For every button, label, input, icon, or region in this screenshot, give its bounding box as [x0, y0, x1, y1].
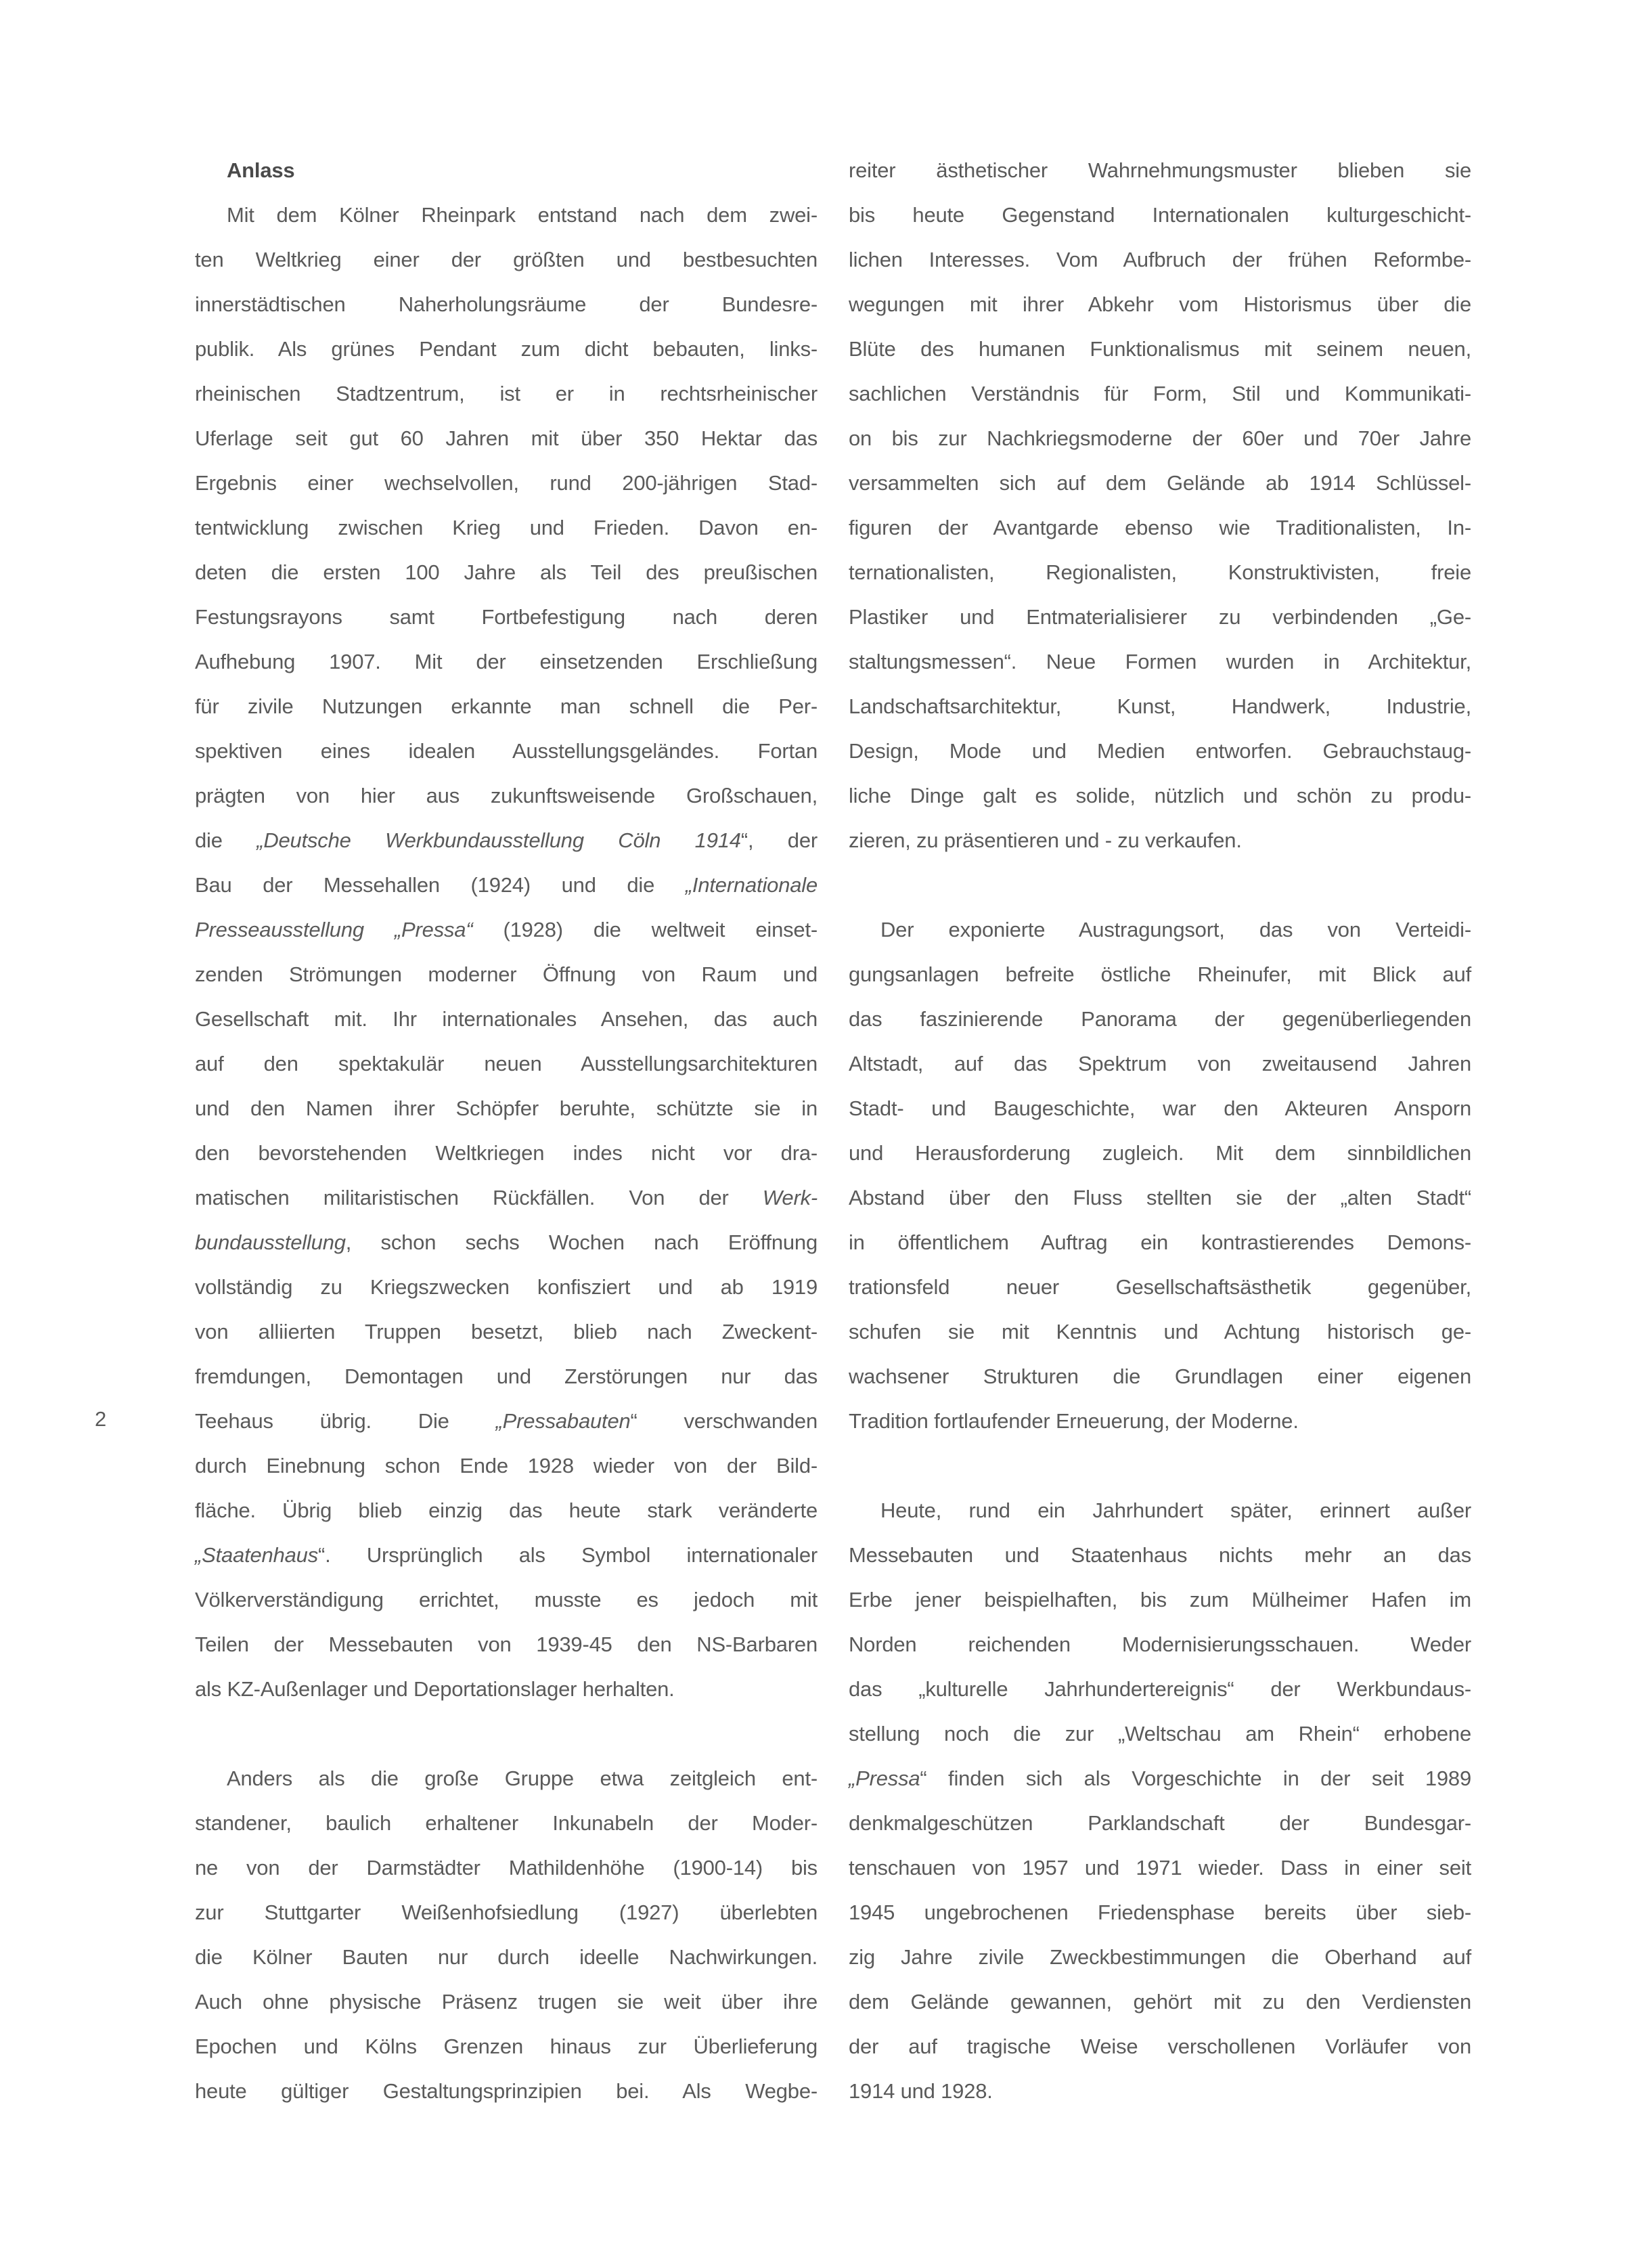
text-line	[849, 2069, 1471, 2114]
text-line	[195, 1756, 818, 1801]
text-line	[849, 1042, 1471, 1086]
text-line	[195, 1935, 818, 1980]
text-segment: “ finden sich als Vorgeschichte in der seit 1989	[920, 1766, 1471, 1790]
text-line	[195, 1354, 818, 1399]
text-column-left	[195, 148, 818, 2114]
text-line	[849, 1399, 1471, 1444]
text-segment: schufen sie mit Kenntnis und Achtung historisch ge-	[849, 1320, 1471, 1343]
text-line	[195, 863, 818, 908]
text-line	[195, 1533, 818, 1578]
text-segment: denkmalgeschützen Parklandschaft der Bundesgar-	[849, 1811, 1471, 1835]
text-line	[195, 640, 818, 684]
text-segment: Design, Mode und Medien entworfen. Gebrauchstaug-	[849, 739, 1471, 763]
text-segment: figuren der Avantgarde ebenso wie Traditionalisten, In-	[849, 516, 1471, 539]
text-segment: Stadt- und Baugeschichte, war den Akteuren Ansporn	[849, 1096, 1471, 1120]
text-line	[849, 238, 1471, 282]
text-segment: Altstadt, auf das Spektrum von zweitausend Jahren	[849, 1052, 1471, 1075]
text-segment: zieren, zu präsentieren und - zu verkaufen.	[849, 828, 1242, 852]
text-line	[849, 1220, 1471, 1265]
text-segment: Anders als die große Gruppe etwa zeitgleich ent-	[227, 1766, 818, 1790]
text-line	[195, 372, 818, 416]
text-segment: den bevorstehenden Weltkriegen indes nicht vor dra-	[195, 1141, 818, 1165]
text-segment: vollständig zu Kriegszwecken konfisziert und ab 1919	[195, 1275, 818, 1299]
text-line	[849, 1578, 1471, 1622]
text-segment: fremdungen, Demontagen und Zerstörungen nur das	[195, 1364, 818, 1388]
text-line	[849, 1176, 1471, 1220]
text-segment: matischen militaristischen Rückfällen. Von der	[195, 1186, 763, 1209]
text-line	[195, 1980, 818, 2024]
text-segment: innerstädtischen Naherholungsräume der Bundesre-	[195, 292, 818, 316]
text-line	[849, 1846, 1471, 1890]
text-segment: Teehaus übrig. Die	[195, 1409, 496, 1433]
text-segment: dem Gelände gewannen, gehört mit zu den Verdiensten	[849, 1990, 1471, 2014]
italic-title: „Pressa	[849, 1766, 920, 1790]
italic-title: „Deutsche Werkbundausstellung Cöln 1914	[256, 828, 741, 852]
text-segment: wachsener Strukturen die Grundlagen einer eigenen	[849, 1364, 1471, 1388]
text-segment: das „kulturelle Jahrhundertereignis“ der Werkbundaus-	[849, 1677, 1471, 1701]
text-line	[849, 1756, 1471, 1801]
text-line	[849, 595, 1471, 640]
text-segment: Teilen der Messebauten von 1939-45 den NS-Barbaren	[195, 1632, 818, 1656]
text-line	[195, 550, 818, 595]
text-line	[195, 327, 818, 372]
text-line	[849, 640, 1471, 684]
text-line	[195, 238, 818, 282]
text-segment: Völkerverständigung errichtet, musste es jedoch mit	[195, 1588, 818, 1611]
text-line	[195, 506, 818, 550]
text-line	[849, 1488, 1471, 1533]
text-segment: publik. Als grünes Pendant zum dicht bebauten, links-	[195, 337, 818, 361]
text-line	[849, 1667, 1471, 1712]
text-line	[849, 1935, 1471, 1980]
text-segment: in öffentlichem Auftrag ein kontrastierendes Demons-	[849, 1230, 1471, 1254]
text-segment: Abstand über den Fluss stellten sie der „alten Stadt“	[849, 1186, 1471, 1209]
text-line	[195, 774, 818, 818]
text-line	[195, 595, 818, 640]
text-segment: zur Stuttgarter Weißenhofsiedlung (1927) überlebten	[195, 1900, 818, 1924]
text-line	[195, 1131, 818, 1176]
text-segment: von alliierten Truppen besetzt, blieb nach Zweckent-	[195, 1320, 818, 1343]
text-line	[849, 372, 1471, 416]
heading-text	[195, 148, 818, 193]
text-segment: standener, baulich erhaltener Inkunabeln der Moder-	[195, 1811, 818, 1835]
text-segment: versammelten sich auf dem Gelände ab 1914 Schlüssel-	[849, 471, 1471, 495]
text-segment: rheinischen Stadtzentrum, ist er in rechtsrheinischer	[195, 382, 818, 405]
text-line	[849, 1354, 1471, 1399]
page-number: 2	[95, 1407, 107, 1431]
section-heading	[195, 148, 818, 193]
text-segment: on bis zur Nachkriegsmoderne der 60er und 70er Jahre	[849, 426, 1471, 450]
text-line	[849, 1131, 1471, 1176]
text-line	[195, 1444, 818, 1488]
text-line	[849, 1086, 1471, 1131]
text-line	[849, 1712, 1471, 1756]
text-segment: sachlichen Verständnis für Form, Stil und Kommunikati-	[849, 382, 1471, 405]
text-line	[195, 818, 818, 863]
text-line	[849, 1890, 1471, 1935]
italic-title: „Internationale	[685, 873, 818, 897]
text-segment: durch Einebnung schon Ende 1928 wieder von der Bild-	[195, 1454, 818, 1477]
text-segment: für zivile Nutzungen erkannte man schnell die Per-	[195, 694, 818, 718]
text-segment: tenschauen von 1957 und 1971 wieder. Dass in einer seit	[849, 1856, 1471, 1880]
text-line	[849, 684, 1471, 729]
text-segment: trationsfeld neuer Gesellschaftsästhetik gegenüber,	[849, 1275, 1471, 1299]
text-segment: deten die ersten 100 Jahre als Teil des preußischen	[195, 560, 818, 584]
paragraph	[849, 908, 1471, 1444]
italic-title: „Pressabauten	[495, 1409, 631, 1433]
text-line	[849, 818, 1471, 863]
text-segment: ternationalisten, Regionalisten, Konstruktivisten, freie	[849, 560, 1471, 584]
text-segment: Anlass	[227, 158, 295, 182]
text-line	[849, 461, 1471, 506]
text-segment: 1914 und 1928.	[849, 2079, 993, 2103]
text-segment: Epochen und Kölns Grenzen hinaus zur Überlieferung	[195, 2034, 818, 2058]
italic-title: „Staatenhaus	[195, 1543, 319, 1567]
text-segment: , schon sechs Wochen nach Eröffnung	[345, 1230, 818, 1254]
text-line	[195, 1399, 818, 1444]
text-line	[195, 1220, 818, 1265]
text-segment: und den Namen ihrer Schöpfer beruhte, schützte sie in	[195, 1096, 818, 1120]
text-segment: Bau der Messehallen (1924) und die	[195, 873, 686, 897]
text-segment: staltungsmessen“. Neue Formen wurden in Architektur,	[849, 650, 1471, 673]
text-segment: Ergebnis einer wechselvollen, rund 200-jährigen Stad-	[195, 471, 818, 495]
text-line	[195, 1622, 818, 1667]
text-segment: auf den spektakulär neuen Ausstellungsarchitekturen	[195, 1052, 818, 1075]
text-line	[195, 1310, 818, 1354]
text-line	[195, 729, 818, 774]
paragraph	[849, 1488, 1471, 2114]
italic-title: Presseausstellung „Pressa“	[195, 918, 473, 941]
text-line	[195, 952, 818, 997]
text-line	[195, 193, 818, 238]
text-line	[195, 684, 818, 729]
text-segment: als KZ-Außenlager und Deportationslager herhalten.	[195, 1677, 675, 1701]
text-line	[195, 1488, 818, 1533]
text-line	[849, 1801, 1471, 1846]
text-segment: Uferlage seit gut 60 Jahren mit über 350 Hektar das	[195, 426, 818, 450]
text-segment: Landschaftsarchitektur, Kunst, Handwerk, Industrie,	[849, 694, 1471, 718]
text-line	[195, 461, 818, 506]
italic-title: bundausstellung	[195, 1230, 346, 1254]
text-line	[195, 1846, 818, 1890]
text-line	[849, 1622, 1471, 1667]
text-segment: stellung noch die zur „Weltschau am Rhein“ erhobene	[849, 1722, 1471, 1746]
text-line	[195, 416, 818, 461]
text-segment: die	[195, 828, 257, 852]
text-line	[195, 2069, 818, 2114]
text-segment: und Herausforderung zugleich. Mit dem sinnbildlichen	[849, 1141, 1471, 1165]
paragraph	[849, 148, 1471, 863]
text-segment: (1928) die weltweit einset-	[472, 918, 818, 941]
text-segment: zenden Strömungen moderner Öffnung von Raum und	[195, 962, 818, 986]
text-segment: Messebauten und Staatenhaus nichts mehr an das	[849, 1543, 1471, 1567]
text-segment: prägten von hier aus zukunftsweisende Großschauen,	[195, 784, 818, 807]
text-line	[849, 282, 1471, 327]
text-segment: ten Weltkrieg einer der größten und bestbesuchten	[195, 248, 818, 271]
text-line	[849, 327, 1471, 372]
text-line	[195, 1801, 818, 1846]
text-segment: das faszinierende Panorama der gegenüberliegenden	[849, 1007, 1471, 1031]
text-segment: Auch ohne physische Präsenz trugen sie weit über ihre	[195, 1990, 818, 2014]
text-segment: Festungsrayons samt Fortbefestigung nach deren	[195, 605, 818, 629]
text-segment: reiter ästhetischer Wahrnehmungsmuster blieben sie	[849, 158, 1471, 182]
text-line	[849, 416, 1471, 461]
text-segment: bis heute Gegenstand Internationalen kulturgeschicht-	[849, 203, 1471, 227]
text-line	[195, 282, 818, 327]
text-line	[195, 2024, 818, 2069]
text-line	[849, 729, 1471, 774]
text-line	[849, 506, 1471, 550]
text-line	[195, 1578, 818, 1622]
text-line	[195, 1667, 818, 1712]
text-line	[849, 997, 1471, 1042]
text-line	[849, 1533, 1471, 1578]
text-segment: spektiven eines idealen Ausstellungsgeländes. Fortan	[195, 739, 818, 763]
text-line	[849, 1980, 1471, 2024]
text-line	[849, 908, 1471, 952]
text-segment: lichen Interesses. Vom Aufbruch der frühen Reformbe-	[849, 248, 1471, 271]
text-line	[849, 2024, 1471, 2069]
text-segment: “, der	[740, 828, 818, 852]
text-segment: “. Ursprünglich als Symbol internationaler	[318, 1543, 818, 1567]
text-line	[195, 1265, 818, 1310]
text-column-right	[849, 148, 1471, 2114]
text-segment: der auf tragische Weise verschollenen Vorläufer von	[849, 2034, 1471, 2058]
text-segment: Mit dem Kölner Rheinpark entstand nach dem zwei-	[227, 203, 818, 227]
text-segment: liche Dinge galt es solide, nützlich und schön zu produ-	[849, 784, 1471, 807]
text-line	[849, 550, 1471, 595]
text-line	[195, 1042, 818, 1086]
text-segment: Erbe jener beispielhaften, bis zum Mülheimer Hafen im	[849, 1588, 1471, 1611]
text-segment: gungsanlagen befreite östliche Rheinufer, mit Blick auf	[849, 962, 1471, 986]
text-segment: Norden reichenden Modernisierungsschauen. Weder	[849, 1632, 1471, 1656]
text-segment: wegungen mit ihrer Abkehr vom Historismus über die	[849, 292, 1471, 316]
text-segment: “ verschwanden	[630, 1409, 818, 1433]
italic-title: Werk-	[762, 1186, 818, 1209]
text-line	[195, 997, 818, 1042]
text-segment: Gesellschaft mit. Ihr internationales Ansehen, das auch	[195, 1007, 818, 1031]
text-segment: die Kölner Bauten nur durch ideelle Nachwirkungen.	[195, 1945, 818, 1969]
text-segment: Plastiker und Entmaterialisierer zu verbindenden „Ge-	[849, 605, 1471, 629]
text-line	[195, 1086, 818, 1131]
text-line	[849, 1265, 1471, 1310]
text-segment: Heute, rund ein Jahrhundert später, erinnert außer	[880, 1498, 1471, 1522]
text-segment: Der exponierte Austragungsort, das von Verteidi-	[880, 918, 1471, 941]
text-line	[849, 952, 1471, 997]
text-segment: Aufhebung 1907. Mit der einsetzenden Erschließung	[195, 650, 818, 673]
text-line	[849, 148, 1471, 193]
text-line	[849, 1310, 1471, 1354]
text-segment: heute gültiger Gestaltungsprinzipien bei. Als Wegbe-	[195, 2079, 818, 2103]
text-line	[849, 774, 1471, 818]
text-segment: 1945 ungebrochenen Friedensphase bereits über sieb-	[849, 1900, 1471, 1924]
text-segment: fläche. Übrig blieb einzig das heute stark veränderte	[195, 1498, 818, 1522]
text-line	[195, 908, 818, 952]
text-segment: ne von der Darmstädter Mathildenhöhe (1900-14) bis	[195, 1856, 818, 1880]
text-segment: Tradition fortlaufender Erneuerung, der Moderne.	[849, 1409, 1299, 1433]
text-line	[195, 1176, 818, 1220]
text-line	[849, 193, 1471, 238]
text-segment: zig Jahre zivile Zweckbestimmungen die Oberhand auf	[849, 1945, 1471, 1969]
paragraph	[195, 193, 818, 1712]
text-line	[195, 1890, 818, 1935]
paragraph	[195, 1756, 818, 2114]
text-segment: tentwicklung zwischen Krieg und Frieden. Davon en-	[195, 516, 818, 539]
text-segment: Blüte des humanen Funktionalismus mit seinem neuen,	[849, 337, 1471, 361]
